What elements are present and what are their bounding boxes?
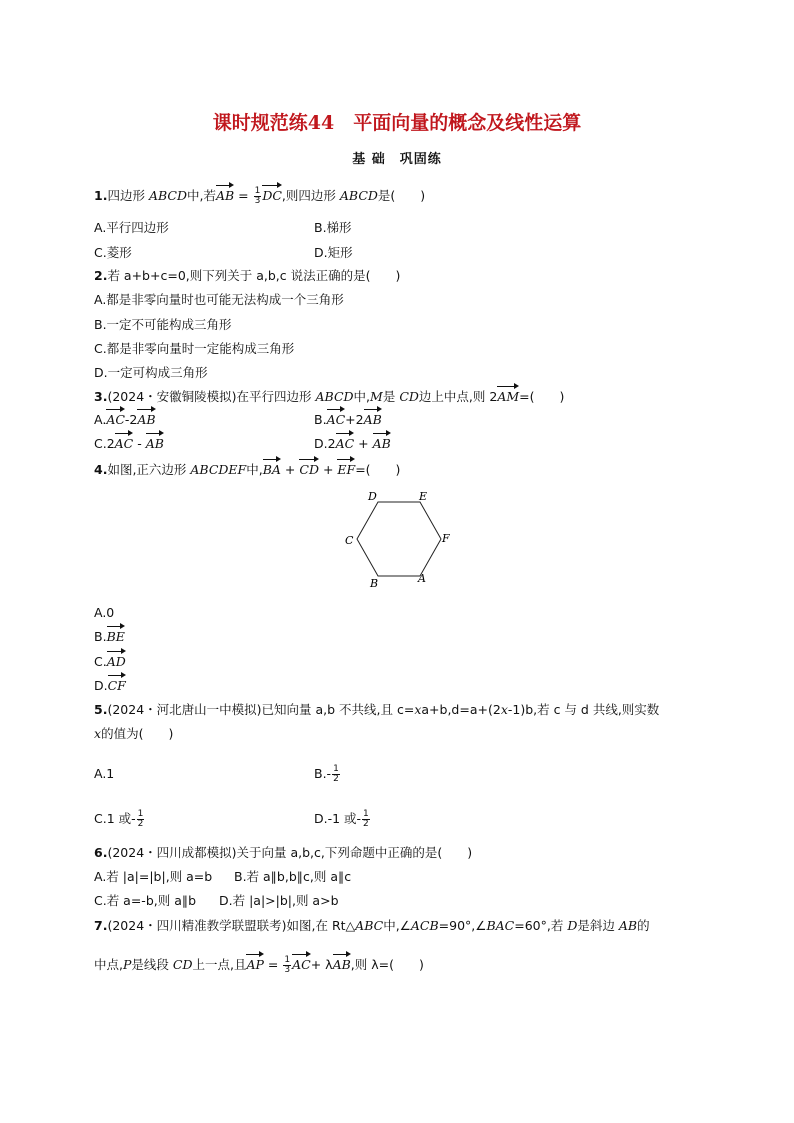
q1-text-d: ,则四边形 — [281, 188, 340, 203]
q6-option-c[interactable]: C.若 a=-b,则 a∥b — [94, 893, 197, 908]
q3-text-h: =( ) — [519, 389, 565, 404]
q6-option-d[interactable]: D.若 |a|>|b|,则 a>b — [219, 893, 339, 908]
q3-vec-ab: AB — [363, 412, 382, 427]
q1-text-b: ABCD — [148, 188, 187, 203]
q3-options-row1 — [94, 411, 382, 429]
label-f: F — [442, 532, 450, 545]
q7-stem-line2: 中点,P是线段 CD上一点,且AP = $\frac{1}{3}$ AC+ λAB,则 λ=( ) — [94, 955, 424, 975]
q2-option-c[interactable]: C.都是非零向量时一定能构成三角形 — [94, 341, 295, 356]
q3-vec-ac: AC — [114, 436, 134, 451]
q4-text-a: 如图,正六边形 — [107, 462, 191, 477]
q3-vec-ac: AC — [106, 412, 125, 427]
q7-text-c: 中,∠ — [383, 918, 411, 933]
label-c: C — [345, 534, 354, 547]
q7-text-n: 是线段 — [131, 957, 173, 972]
q1-fraction: $\frac{1}{3}$ — [254, 186, 261, 206]
q2-option-d[interactable]: D.一定可构成三角形 — [94, 365, 208, 380]
hexagon-figure — [340, 488, 460, 592]
q3-text-f: CD — [399, 389, 419, 404]
q7-text-p: 上一点,且 — [192, 957, 247, 972]
q4-vec-ef: EF — [337, 462, 356, 477]
q6-options-row2 — [94, 892, 339, 910]
q3-vec-am: AM — [497, 389, 520, 404]
q3-option-b[interactable]: B.AC+2AB — [314, 412, 382, 427]
q7-text-d: ACB — [410, 918, 439, 933]
q7-text-l: 中点, — [94, 957, 123, 972]
q7-text-i: 是斜边 — [577, 918, 619, 933]
q3-option-a[interactable]: A.AC-2AB — [94, 412, 156, 427]
q5-stem-line1 — [94, 701, 659, 719]
q4-text-d: =( ) — [355, 462, 401, 477]
q1-number: 1. — [94, 188, 108, 203]
q3-text-b: ABCD — [315, 389, 354, 404]
q3-number: 3. — [94, 389, 108, 404]
q4-vec-ba: BA — [262, 462, 281, 477]
q3-text-a: (2024・安徽铜陵模拟)在平行四边形 — [107, 389, 316, 404]
q7-text-m: P — [122, 957, 132, 972]
label-e: E — [419, 490, 428, 503]
q4-option-c[interactable]: C.AD — [94, 654, 126, 669]
label-b: B — [370, 577, 379, 590]
q7-vec-ac: AC — [292, 957, 311, 972]
q2-text: 若 a+b+c=0,则下列关于 a,b,c 说法正确的是( ) — [107, 268, 401, 283]
q1-option-a[interactable]: A.平行四边形 — [94, 220, 169, 235]
q4-vec-be: BE — [106, 629, 125, 644]
q4-vec-cf: CF — [107, 678, 126, 693]
q1-text-c: 中,若 — [186, 188, 216, 203]
q7-number: 7. — [94, 918, 108, 933]
q5-text-a: (2024・河北唐山一中模拟)已知向量 a,b 不共线,且 c= — [107, 702, 415, 717]
q7-text-g: =60°,若 — [514, 918, 568, 933]
q6-option-b[interactable]: B.若 a∥b,b∥c,则 a∥c — [234, 869, 352, 884]
q3-vec-ab: AB — [372, 436, 391, 451]
q7-text-f: BAC — [486, 918, 515, 933]
q4-vec-ad: AD — [106, 654, 126, 669]
q6-number: 6. — [94, 845, 108, 860]
q5-options-row2 — [94, 809, 369, 829]
q5-option-c[interactable]: C.1 或- $\frac{1}{2}$ — [94, 809, 144, 829]
q1-text-e: ABCD — [339, 188, 378, 203]
section-subtitle: 基 础 巩固练 — [352, 152, 442, 167]
q7-text-k: 的 — [637, 918, 650, 933]
q5-text-b: x — [414, 702, 422, 717]
q5-option-d[interactable]: D.-1 或- $\frac{1}{2}$ — [314, 809, 369, 829]
q5-options-row1 — [94, 764, 339, 784]
q3-text-g: 边上中点,则 2 — [418, 389, 498, 404]
q7-text-a: (2024・四川精准教学联盟联考)如图,在 Rt△ — [107, 918, 356, 933]
hexagon-shape — [357, 502, 441, 576]
q3-vec-ab: AB — [145, 436, 164, 451]
q4-option-d[interactable]: D.CF — [94, 678, 126, 693]
q1-vec-dc: DC — [262, 188, 282, 203]
label-a: A — [418, 572, 426, 585]
q5-option-b[interactable]: B.- $\frac{1}{2}$ — [314, 764, 339, 784]
q3-text-e: 是 — [382, 389, 400, 404]
q1-vec-ab: AB — [215, 188, 235, 203]
q2-option-a[interactable]: A.都是非零向量时也可能无法构成一个三角形 — [94, 292, 344, 307]
q6-text: (2024・四川成都模拟)关于向量 a,b,c,下列命题中正确的是( ) — [107, 845, 473, 860]
q1-options-row2 — [94, 244, 353, 262]
q7-stem-line1 — [94, 917, 650, 935]
q3-vec-ac: AC — [326, 412, 346, 427]
label-d: D — [368, 490, 377, 503]
page-title: 课时规范练44 平面向量的概念及线性运算 — [212, 112, 582, 134]
q6-options-row1 — [94, 868, 352, 886]
q4-vec-cd: CD — [299, 462, 319, 477]
q3-text-c: 中, — [353, 389, 371, 404]
q4-text-c: 中, — [246, 462, 263, 477]
q1-stem: 1.四边形 ABCD中,若AB = $\frac{1}{3}$ DC,则四边形 ABCD是( ) — [94, 186, 426, 206]
q3-options-row2 — [94, 435, 391, 453]
q4-option-a[interactable]: A.0 — [94, 605, 115, 620]
q7-text-j: AB — [618, 918, 638, 933]
q1-text-f: 是( ) — [377, 188, 426, 203]
q1-options-row1 — [94, 219, 352, 237]
q4-text-b: ABCDEF — [190, 462, 247, 477]
q7-vec-ab: AB — [332, 957, 351, 972]
q5-fraction: $\frac{1}{2}$ — [363, 809, 369, 829]
q7-text-b: ABC — [355, 918, 384, 933]
q5-text-d: x — [500, 702, 508, 717]
q1-option-d[interactable]: D.矩形 — [314, 245, 353, 260]
q5-option-a[interactable]: A.1 — [94, 766, 115, 781]
q7-text-e: =90°,∠ — [438, 918, 487, 933]
q5-number: 5. — [94, 702, 108, 717]
q5-fraction: $\frac{1}{2}$ — [333, 764, 339, 784]
q7-text-q: ,则 λ=( ) — [350, 957, 424, 972]
q3-vec-ac: AC — [335, 436, 355, 451]
q6-stem — [94, 844, 472, 862]
q3-option-d[interactable]: D.2AC + AB — [314, 436, 391, 451]
q5-text-e: -1)b,若 c 与 d 共线,则实数 — [507, 702, 660, 717]
q4-number: 4. — [94, 462, 108, 477]
q5-fraction: $\frac{1}{2}$ — [137, 809, 144, 829]
q5-text-g: 的值为( ) — [101, 726, 174, 741]
q1-text-a: 四边形 — [107, 188, 149, 203]
q4-stem: 4.如图,正六边形 ABCDEF中,BA + CD + EF=( ) — [94, 462, 401, 477]
q7-fraction: $\frac{1}{3}$ — [284, 955, 291, 975]
q2-stem — [94, 267, 400, 285]
q1-option-c[interactable]: C.菱形 — [94, 245, 132, 260]
q7-text-o: CD — [172, 957, 193, 972]
q3-stem — [94, 388, 564, 406]
q6-option-a[interactable]: A.若 |a|=|b|,则 a=b — [94, 869, 213, 884]
q7-vec-ap: AP — [246, 957, 264, 972]
q1-option-b[interactable]: B.梯形 — [314, 220, 352, 235]
q3-vec-ab: AB — [137, 412, 156, 427]
q7-text-h: D — [567, 918, 578, 933]
q2-option-b[interactable]: B.一定不可能构成三角形 — [94, 317, 232, 332]
q5-text-c: a+b,d=a+(2 — [421, 702, 501, 717]
q5-text-f: x — [94, 726, 102, 741]
q4-option-b[interactable]: B.BE — [94, 629, 125, 644]
q2-number: 2. — [94, 268, 108, 283]
q5-stem-line2 — [94, 725, 173, 743]
q3-text-d: M — [370, 389, 383, 404]
q3-option-c[interactable]: C.2AC - AB — [94, 436, 164, 451]
